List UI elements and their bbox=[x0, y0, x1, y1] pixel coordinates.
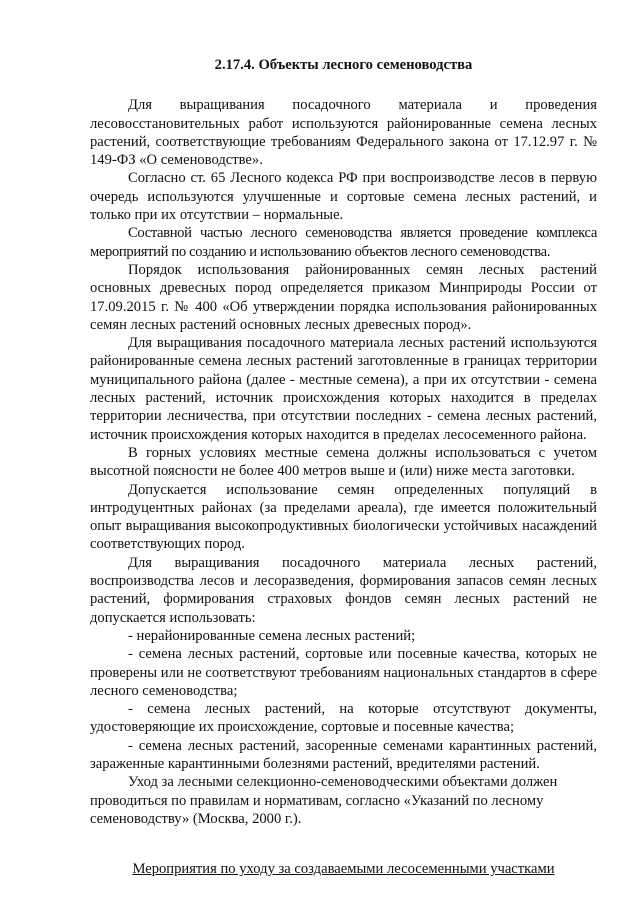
list-item: - семена лесных растений, сортовые или посевные качества, которых не проверены или не соответствуют требованиям национальных стандартов в сфере лесного семеноводства; bbox=[90, 646, 597, 699]
paragraph-local-seeds: Для выращивания посадочного материала лесных растений используются районированные семена лесных растений заготовленные в границах территории муниципального района (далее - местные семена), а при их отсутствии - семена лесных растений, источник происхождения которых находится в пределах территории лесничества, при отсутствии последних - семена лесных растений, источник происхождения которых находится в пределах лесосеменного района. bbox=[90, 335, 597, 443]
section-title: 2.17.4. Объекты лесного семеноводства bbox=[214, 57, 473, 73]
subsection-heading: Мероприятия по уходу за создаваемыми лесосеменными участками bbox=[132, 861, 555, 878]
paragraph-order: Порядок использования районированных семян лесных растений основных древесных пород определяется приказом Минприроды России от 17.09.2015 г. № 400 «Об утверждении порядка использования районированных семян лесных растений основных лесных древесных пород». bbox=[90, 261, 597, 333]
paragraph-mountain: В горных условиях местные семена должны использоваться с учетом высотной поясности не более 400 метров выше и (или) ниже места заготовки. bbox=[90, 444, 597, 480]
paragraph-introduced: Допускается использование семян определенных популяций в интродуцентных районах (за пределами ареала), где имеется положительный опыт выращивания высокопродуктивных биологически устойчивых насаждений соответствующих пород. bbox=[90, 481, 597, 553]
paragraph-forest-code: Согласно ст. 65 Лесного кодекса РФ при воспроизводстве лесов в первую очередь используются улучшенные и сортовые семена лесных растений, и только при их отсутствии – нормальные. bbox=[90, 170, 597, 224]
paragraph-intro: Для выращивания посадочного материала и проведения лесовосстановительных работ используются районированные семена лесных растений, соответствующие требованиям Федерального закона от 17.12.97 г. № 149-ФЗ «О семеноводстве». bbox=[90, 97, 597, 169]
list-item: - семена лесных растений, на которые отсутствуют документы, удостоверяющие их происхождение, сортовые и посевные качества; bbox=[90, 701, 597, 736]
paragraph-prohibited: Для выращивания посадочного материала лесных растений, воспроизводства лесов и лесоразведения, формирования запасов семян лесных растений, формирования страховых фондов семян лесных растений не допускается использовать: bbox=[90, 554, 597, 626]
list-item: - семена лесных растений, засоренные семенами карантинных растений, зараженные карантинными болезнями растений, вредителями растений. bbox=[90, 737, 597, 772]
document-page bbox=[90, 56, 597, 878]
paragraph-seed-program: Составной частью лесного семеноводства является проведение комплекса мероприятий по созданию и использованию объектов лесного семеноводства. bbox=[90, 225, 597, 260]
list-item: - нерайонированные семена лесных растений; bbox=[128, 627, 416, 644]
paragraph-care: Уход за лесными селекционно-семеноводческими объектами должен проводиться по правилам и нормативам, согласно «Указаний по лесному семеноводству» (Москва, 2000 г.). bbox=[90, 774, 558, 827]
